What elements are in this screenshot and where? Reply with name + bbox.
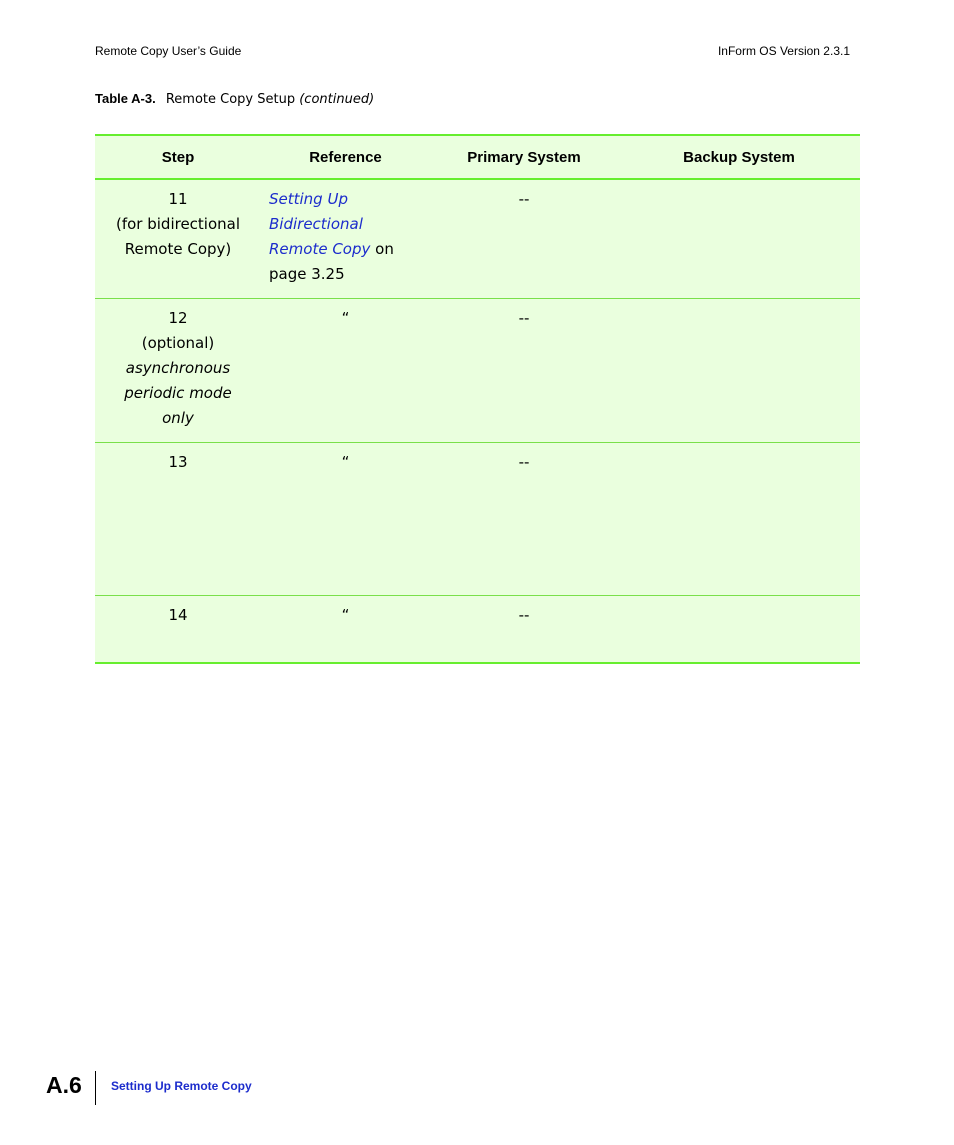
reference-text: on	[370, 240, 394, 258]
page-number: A.6	[46, 1072, 82, 1098]
backup-system-cell	[618, 443, 860, 596]
step-note: periodic mode	[124, 384, 232, 402]
table-caption-title: Remote Copy Setup	[165, 92, 296, 107]
table-caption-continued: (continued)	[299, 92, 375, 107]
remote-copy-setup-table	[95, 134, 860, 664]
reference-cell: “	[261, 299, 430, 443]
column-header-primary-system: Primary System	[430, 135, 618, 179]
step-number: 11	[168, 190, 188, 208]
running-header-title: Remote Copy User’s Guide	[95, 44, 242, 58]
step-note: (optional)	[141, 334, 215, 352]
table-header-row	[95, 135, 860, 179]
step-cell	[95, 299, 261, 443]
primary-system-cell: --	[430, 596, 618, 664]
table-caption-label: Table A-3.	[95, 91, 156, 106]
step-cell	[95, 596, 261, 664]
step-note: asynchronous	[125, 359, 231, 377]
reference-cell: “	[261, 443, 430, 596]
table-row	[95, 299, 860, 443]
table-row	[95, 179, 860, 299]
step-number: 14	[168, 606, 188, 624]
reference-link[interactable]: Setting Up	[269, 190, 348, 208]
table-row	[95, 443, 860, 596]
footer-section-title: Setting Up Remote Copy	[111, 1079, 252, 1093]
reference-page: page 3.25	[269, 265, 345, 283]
step-number: 12	[168, 309, 188, 327]
table-row	[95, 596, 860, 664]
reference-cell: “	[261, 596, 430, 664]
step-note: Remote Copy)	[124, 240, 232, 258]
reference-cell	[261, 179, 430, 299]
running-header-version: InForm OS Version 2.3.1	[717, 44, 850, 58]
step-cell	[95, 179, 261, 299]
column-header-backup-system: Backup System	[618, 135, 860, 179]
primary-system-cell: --	[430, 179, 618, 299]
footer-divider	[95, 1071, 96, 1105]
primary-system-cell: --	[430, 443, 618, 596]
backup-system-cell	[618, 179, 860, 299]
table-caption	[95, 91, 374, 107]
primary-system-cell: --	[430, 299, 618, 443]
backup-system-cell	[618, 299, 860, 443]
step-number: 13	[168, 453, 188, 471]
step-note: only	[162, 409, 194, 427]
column-header-step: Step	[95, 135, 261, 179]
step-note: (for bidirectional	[115, 215, 241, 233]
reference-link[interactable]: Bidirectional	[269, 215, 363, 233]
backup-system-cell	[618, 596, 860, 664]
step-cell	[95, 443, 261, 596]
reference-link[interactable]: Remote Copy	[269, 240, 371, 258]
column-header-reference: Reference	[261, 135, 430, 179]
